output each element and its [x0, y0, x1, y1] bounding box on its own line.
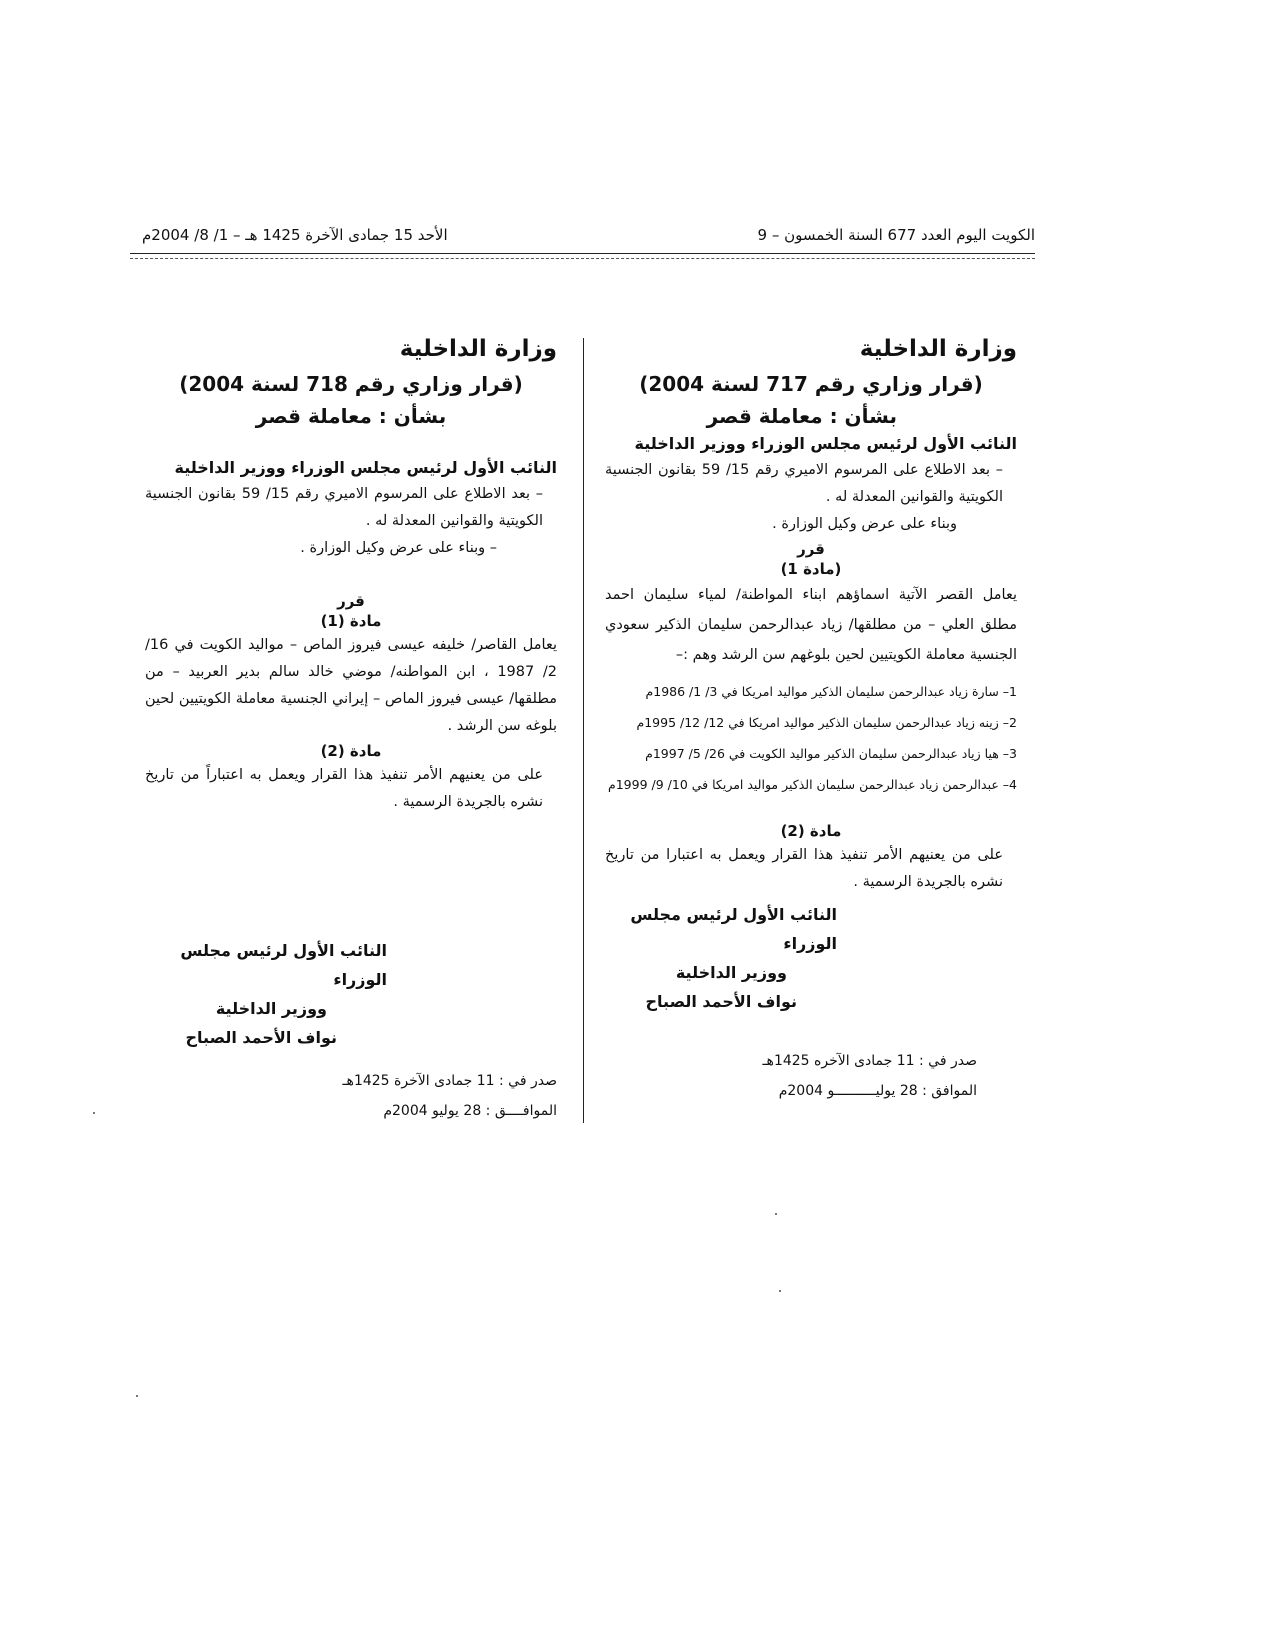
header-issue-info: الكويت اليوم العدد 677 السنة الخمسون – 9	[757, 226, 1035, 244]
signatory-name: نواف الأحمد الصباح	[185, 1028, 337, 1047]
article-2-heading: مادة (2)	[780, 822, 842, 840]
header-rule	[130, 253, 1035, 254]
list-item: 3– هيا زياد عبدالرحمن سليمان الذكير مواليد الكويت في 26/ 5/ 1997م	[645, 746, 1017, 761]
signature-block	[145, 936, 557, 1052]
list-item: 1– سارة زياد عبدالرحمن سليمان الذكير مواليد امريكا في 3/ 1/ 1986م	[645, 684, 1017, 699]
column-divider	[583, 338, 584, 1123]
decision-title: (قرار وزاري رقم 718 لسنة 2004)	[179, 372, 523, 396]
decision-subject: بشأن : معاملة قصر	[255, 404, 447, 428]
list-item: 4– عبدالرحمن زياد عبدالرحمن سليمان الذكير مواليد امريكا في 10/ 9/ 1999م	[607, 777, 1017, 792]
signatory-title: النائب الأول لرئيس مجلس الوزراء	[180, 941, 387, 989]
article-2-text: على من يعنيهم الأمر تنفيذ هذا القرار ويعمل به اعتباراً من تاريخ نشره بالجريدة الرسمية .	[145, 767, 543, 810]
ministry-heading: وزارة الداخلية	[859, 336, 1017, 362]
signatory-ministry: ووزير الداخلية	[215, 999, 327, 1018]
header-date: الأحد 15 جمادى الآخرة 1425 هـ – 1/ 8/ 2004م	[142, 226, 448, 244]
scan-speck	[93, 1112, 95, 1114]
preamble-proposal: وبناء على عرض وكيل الوزارة .	[772, 516, 957, 532]
issued-hijri: صدر في : 11 جمادى الآخرة 1425هـ	[342, 1073, 557, 1089]
issue-date-block	[145, 1066, 557, 1126]
preamble-law: – بعد الاطلاع على المرسوم الاميري رقم 15/ 59 بقانون الجنسية الكويتية والقوانين المعدلة له .	[145, 486, 543, 529]
header-rule-dashed	[130, 258, 1035, 259]
issuing-authority: النائب الأول لرئيس مجلس الوزراء ووزير الداخلية	[634, 434, 1017, 453]
article-1-text: يعامل القاصر/ خليفه عيسى فيروز الماص – مواليد الكويت في 16/ 2/ 1987 ، ابن المواطنه/ موضي خالد سالم بدير العربيد – من مطلقها/ عيسى فيروز الماص – إيراني الجنسية معاملة الكويتيين لحين بلوغه سن الرشد .	[145, 637, 558, 734]
scan-speck	[779, 1290, 781, 1292]
decision-subject: بشأن : معاملة قصر	[706, 404, 897, 428]
scan-speck	[775, 1213, 777, 1215]
decision-title: (قرار وزاري رقم 717 لسنة 2004)	[639, 372, 983, 396]
article-1-text: يعامل القصر الآتية اسماؤهم ابناء المواطنة/ لمياء سليمان احمد مطلق العلي – من مطلقها/ زياد عبدالرحمن سليمان الذكير سعودي الجنسية معاملة الكويتيين لحين بلوغهم سن الرشد وهم :–	[605, 587, 1017, 663]
signatory-title: النائب الأول لرئيس مجلس الوزراء	[630, 905, 837, 953]
signatory-name: نواف الأحمد الصباح	[645, 992, 797, 1011]
decided-heading: قرر	[797, 540, 825, 558]
issuing-authority: النائب الأول لرئيس مجلس الوزراء ووزير الداخلية	[174, 458, 557, 477]
issued-gregorian: الموافــــق : 28 يوليو 2004م	[383, 1103, 557, 1119]
decision-718	[145, 336, 557, 1126]
ministry-heading: وزارة الداخلية	[399, 336, 557, 362]
signatory-ministry: ووزير الداخلية	[675, 963, 787, 982]
list-item: 2– زينه زياد عبدالرحمن سليمان الذكير مواليد امريكا في 12/ 12/ 1995م	[636, 715, 1017, 730]
decided-heading: قرر	[337, 592, 365, 610]
article-2-text: على من يعنيهم الأمر تنفيذ هذا القرار ويعمل به اعتبارا من تاريخ نشره بالجريدة الرسمية .	[605, 847, 1003, 890]
running-header	[130, 226, 1035, 256]
issued-hijri: صدر في : 11 جمادى الآخره 1425هـ	[762, 1053, 977, 1069]
scan-speck	[136, 1395, 138, 1397]
decision-717	[605, 336, 1017, 1106]
issued-gregorian: الموافق : 28 يوليــــــــــو 2004م	[778, 1083, 977, 1099]
signature-block	[605, 900, 1017, 1016]
issue-date-block	[605, 1046, 1017, 1106]
article-2-heading: مادة (2)	[320, 742, 382, 760]
preamble-proposal: – وبناء على عرض وكيل الوزارة .	[300, 540, 497, 556]
article-1-heading: (مادة 1)	[780, 560, 842, 578]
minors-list	[605, 676, 1017, 800]
preamble-law: – بعد الاطلاع على المرسوم الاميري رقم 15/ 59 بقانون الجنسية الكويتية والقوانين المعدلة له .	[605, 462, 1003, 505]
article-1-heading: مادة (1)	[320, 612, 382, 630]
